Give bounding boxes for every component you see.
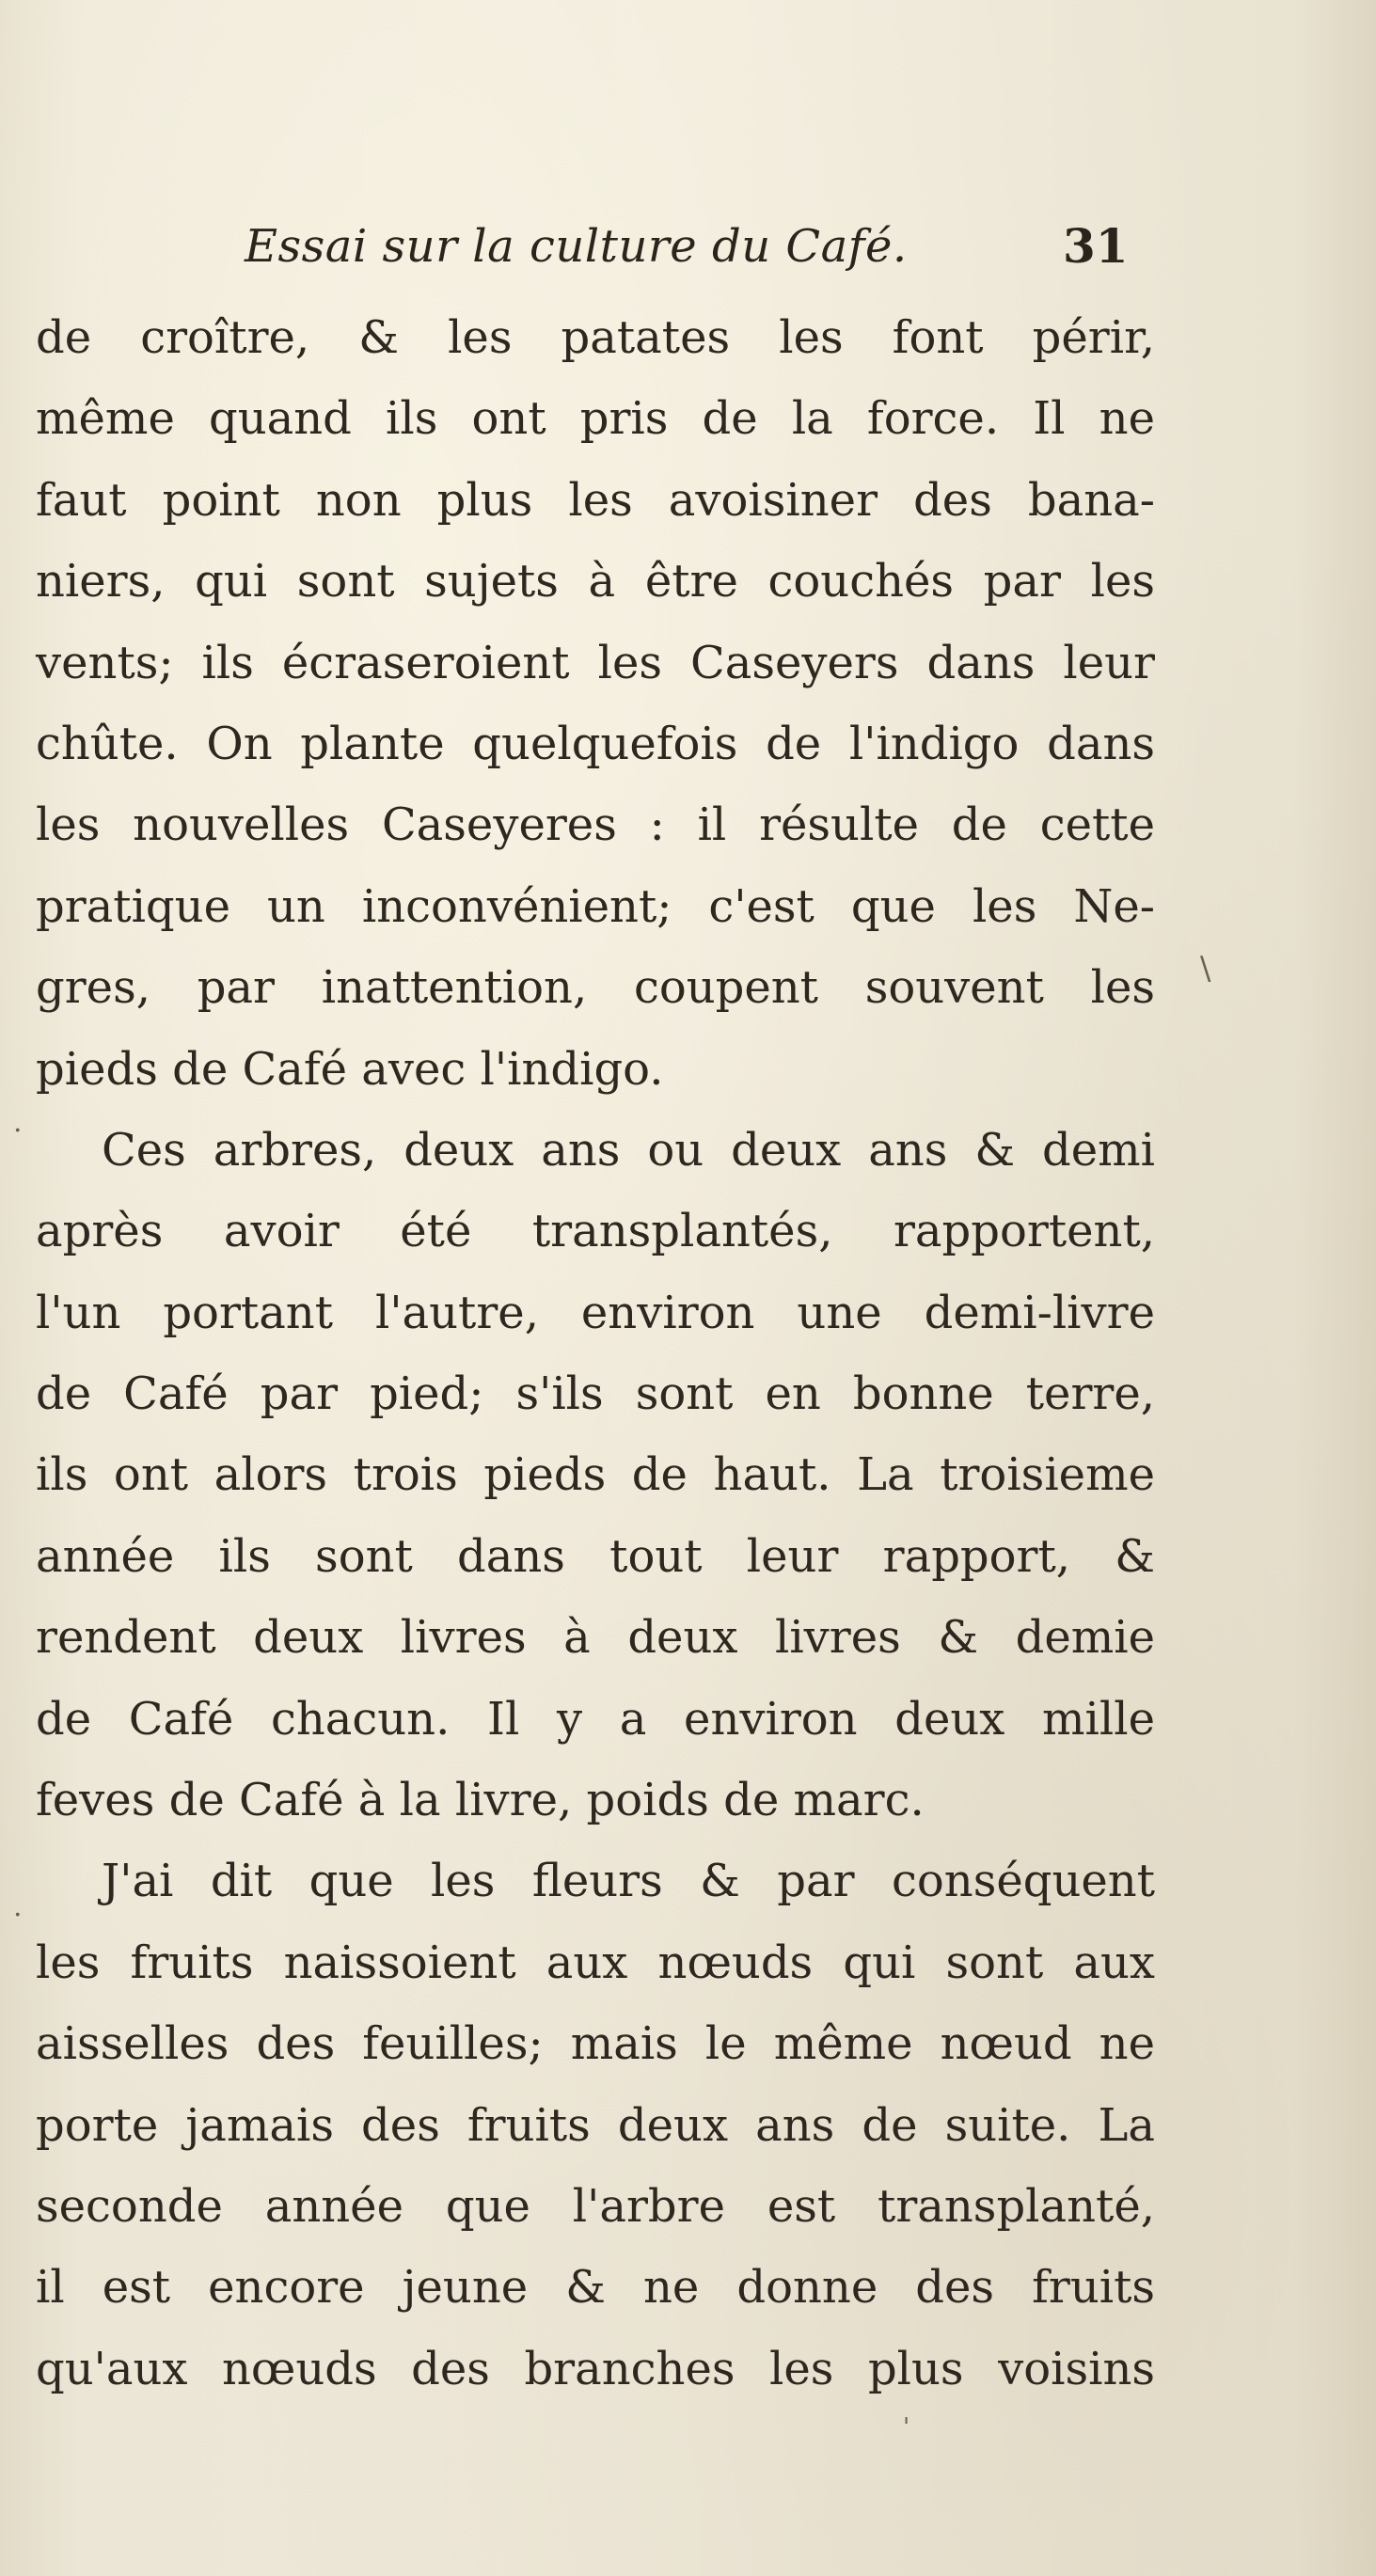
text-line: de Café chacun. Il y a environ deux mille (36, 1692, 1155, 1746)
text-line: après avoir été transplantés, rapportent, (36, 1205, 1155, 1258)
text-line: il est encore jeune & ne donne des fruits (36, 2261, 1155, 2315)
body-text (36, 297, 1155, 2410)
stray-mark: . (13, 1106, 23, 1139)
text-line: vents; ils écraseroient les Caseyers dans leur (36, 636, 1155, 689)
text-line: gres, par inattention, coupent souvent les (36, 961, 1155, 1015)
running-title: Essai sur la culture du Café. (245, 220, 908, 273)
text-line: de croître, & les patates les font périr, (36, 311, 1155, 364)
page-number: 31 (1063, 218, 1129, 274)
stray-mark: ' (903, 2413, 910, 2442)
text-line: les fruits naissoient aux nœuds qui sont aux (36, 1936, 1155, 1989)
stray-mark: . (13, 1890, 23, 1923)
stray-mark: \ (1200, 950, 1211, 988)
text-line: les nouvelles Caseyeres : il résulte de cette (36, 798, 1155, 852)
text-line: porte jamais des fruits deux ans de suite. La (36, 2098, 1155, 2152)
text-line: qu'aux nœuds des branches les plus voisins (36, 2342, 1155, 2395)
text-line: aisselles des feuilles; mais le même nœud ne (36, 2017, 1155, 2071)
text-line: pieds de Café avec l'indigo. (36, 1042, 664, 1096)
text-line: niers, qui sont sujets à être couchés par les (36, 555, 1155, 608)
paragraph-start-line: Ces arbres, deux ans ou deux ans & demi (102, 1123, 1155, 1177)
paragraph-start-line: J'ai dit que les fleurs & par conséquent (102, 1855, 1155, 1908)
text-line: seconde année que l'arbre est transplanté, (36, 2179, 1155, 2233)
text-line: feves de Café à la livre, poids de marc. (36, 1774, 925, 1827)
text-line: même quand ils ont pris de la force. Il ne (36, 392, 1155, 446)
text-line: chûte. On plante quelquefois de l'indigo dans (36, 717, 1155, 770)
text-line: de Café par pied; s'ils sont en bonne terre, (36, 1367, 1155, 1421)
text-line: ils ont alors trois pieds de haut. La troisieme (36, 1448, 1155, 1502)
text-line: rendent deux livres à deux livres & demie (36, 1611, 1155, 1665)
text-line: pratique un inconvénient; c'est que les Ne- (36, 879, 1155, 933)
running-head (38, 214, 1166, 299)
text-line: année ils sont dans tout leur rapport, & (36, 1529, 1155, 1583)
text-line: faut point non plus les avoisiner des bana- (36, 473, 1155, 527)
text-line: l'un portant l'autre, environ une demi-livre (36, 1286, 1155, 1339)
